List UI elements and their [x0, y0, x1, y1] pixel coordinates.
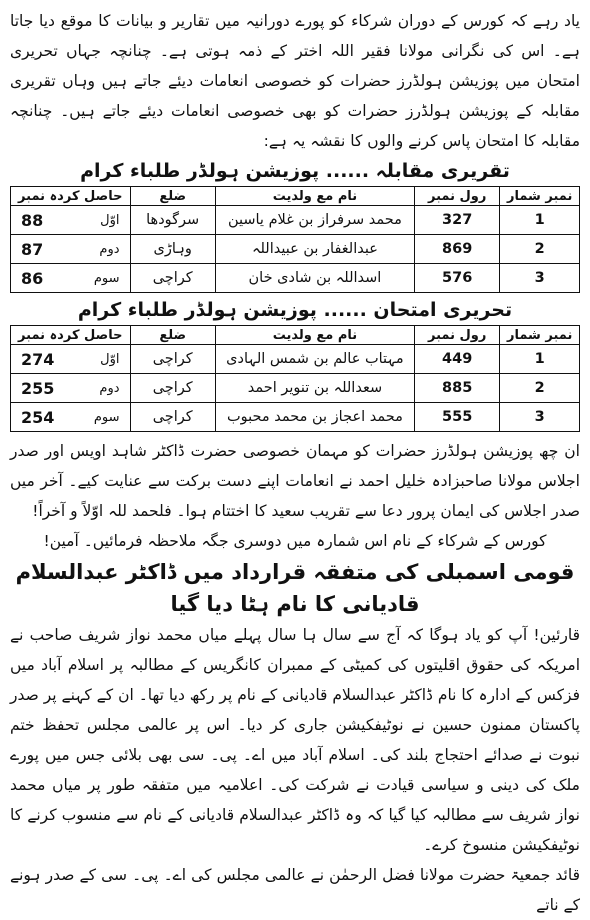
marks-cell [11, 235, 131, 264]
marks-value: 88 [21, 210, 44, 230]
name-cell: سعداللہ بن تنویر احمد [215, 374, 414, 403]
header-roll: رول نمبر [415, 187, 500, 206]
roll-cell: 555 [415, 403, 500, 432]
speech-competition-title: تقریری مقابلہ ...... پوزیشن ہولڈر طلباء کرام [80, 160, 510, 182]
district-cell: کراچی [130, 374, 215, 403]
serial-cell: 3 [500, 264, 580, 293]
district-cell: کراچی [130, 345, 215, 374]
marks-cell [11, 345, 131, 374]
table-row [11, 403, 580, 432]
district-cell: سرگودھا [130, 206, 215, 235]
serial-cell: 2 [500, 235, 580, 264]
header-name: نام مع ولدیت [215, 326, 414, 345]
name-cell: مہتاب عالم بن شمس الہادی [215, 345, 414, 374]
roll-cell: 449 [415, 345, 500, 374]
article-headline: قومی اسمبلی کی متفقہ قرارداد میں ڈاکٹر عبدالسلام قادیانی کا نام ہٹا دیا گیا [15, 560, 575, 616]
table-row [11, 345, 580, 374]
marks-value: 274 [21, 349, 55, 369]
last-line: قائد جمعیۃ حضرت مولانا فضل الرحمٰن نے عالمی مجلس کی اے۔ پی۔ سی کے صدر ہونے کے ناتے [10, 866, 580, 914]
table-row [11, 374, 580, 403]
marks-cell [11, 206, 131, 235]
serial-cell: 1 [500, 345, 580, 374]
marks-value: 87 [21, 239, 44, 259]
header-serial: نمبر شمار [500, 187, 580, 206]
district-cell: کراچی [130, 403, 215, 432]
serial-cell: 3 [500, 403, 580, 432]
position-label: اوّل [100, 212, 120, 228]
roll-cell: 576 [415, 264, 500, 293]
written-exam-title: تحریری امتحان ...... پوزیشن ہولڈر طلباء کرام [77, 299, 513, 321]
participants-note: کورس کے شرکاء کے نام اس شمارہ میں دوسری جگہ ملاحظہ فرمائیں۔ آمین! [43, 532, 547, 550]
marks-cell [11, 403, 131, 432]
district-cell: کراچی [130, 264, 215, 293]
position-label: دوم [99, 380, 120, 396]
header-marks: حاصل کردہ نمبر [11, 326, 131, 345]
table-header-row [11, 326, 580, 345]
header-roll: رول نمبر [415, 326, 500, 345]
name-cell: محمد اعجاز بن محمد محبوب [215, 403, 414, 432]
table-row [11, 206, 580, 235]
position-label: سوم [93, 409, 120, 425]
speech-competition-table [10, 186, 580, 293]
marks-value: 254 [21, 407, 55, 427]
name-cell: عبدالغفار بن عبیداللہ [215, 235, 414, 264]
serial-cell: 2 [500, 374, 580, 403]
roll-cell: 327 [415, 206, 500, 235]
table-header-row [11, 187, 580, 206]
position-label: سوم [93, 270, 120, 286]
position-label: دوم [99, 241, 120, 257]
table-row [11, 264, 580, 293]
position-label: اوّل [100, 351, 120, 367]
article-paragraph: قارئین! آپ کو یاد ہوگا کہ آج سے سال ہا سال پہلے میاں محمد نواز شریف صاحب نے امریکہ کی حقوق اقلیتوں کی کمیٹی کے ممبران کانگریس کے مطالبہ پر اسلام آباد میں فزکس کے ادارہ کا نام ڈاکٹر عبدالسلام قادیانی کے نام پر رکھ دیا تھا۔ ان کے کہنے پر صدر پاکستان ممنون حسین نے نوٹیفکیشن جاری کر دیا۔ اس پر عالمی مجلس تحفظ ختم نبوت نے صدائے احتجاج بلند کی۔ اسلام آباد میں اے۔ پی۔ سی بھی بلائی جس میں پورے ملک کی دینی و سیاسی قیادت نے شرکت کی۔ اعلامیہ میں متفقہ طور پر میاں محمد نواز شریف سے مطالبہ کیا گیا کہ وہ ڈاکٹر عبدالسلام قادیانی کے نام سے منسوب کرنے کا نوٹیفکیشن منسوخ کرے۔ [10, 626, 580, 854]
marks-value: 255 [21, 378, 55, 398]
serial-cell: 1 [500, 206, 580, 235]
header-district: ضلع [130, 187, 215, 206]
written-exam-table [10, 325, 580, 432]
header-name: نام مع ولدیت [215, 187, 414, 206]
header-marks: حاصل کردہ نمبر [11, 187, 131, 206]
marks-cell [11, 264, 131, 293]
closing-paragraph: ان چھ پوزیشن ہولڈرز حضرات کو مہمان خصوصی حضرت ڈاکٹر شاہد اویس اور صدر اجلاس مولانا صاحبزادہ خلیل احمد نے انعامات اپنے دست برکت سے عنایت کیے۔ آخر میں صدر اجلاس کی ایمان پرور دعا سے تقریب سعید کا اختتام ہوا۔ فلحمد للہ اوّلاً و آخراً! [10, 442, 580, 520]
marks-cell [11, 374, 131, 403]
header-district: ضلع [130, 326, 215, 345]
intro-paragraph: یاد رہے کہ کورس کے دوران شرکاء کو پورے دورانیہ میں تقاریر و بیانات کا موقع دیا جاتا ہے۔ اس کی نگرانی مولانا فقیر اللہ اختر کے ذمہ ہوتی ہے۔ چنانچہ جہاں تحریری امتحان میں پوزیشن ہولڈرز حضرات کو خصوصی انعامات دیئے جاتے ہیں وہاں تقریری مقابلہ کے پوزیشن ہولڈرز حضرات کو بھی خصوصی انعامات دیئے جاتے ہیں۔ چنانچہ مقابلہ کا امتحان پاس کرنے والوں کا نقشہ یہ ہے: [10, 12, 580, 150]
header-serial: نمبر شمار [500, 326, 580, 345]
name-cell: محمد سرفراز بن غلام یاسین [215, 206, 414, 235]
table-row [11, 235, 580, 264]
roll-cell: 869 [415, 235, 500, 264]
marks-value: 86 [21, 268, 44, 288]
name-cell: اسداللہ بن شادی خان [215, 264, 414, 293]
roll-cell: 885 [415, 374, 500, 403]
district-cell: وہاڑی [130, 235, 215, 264]
